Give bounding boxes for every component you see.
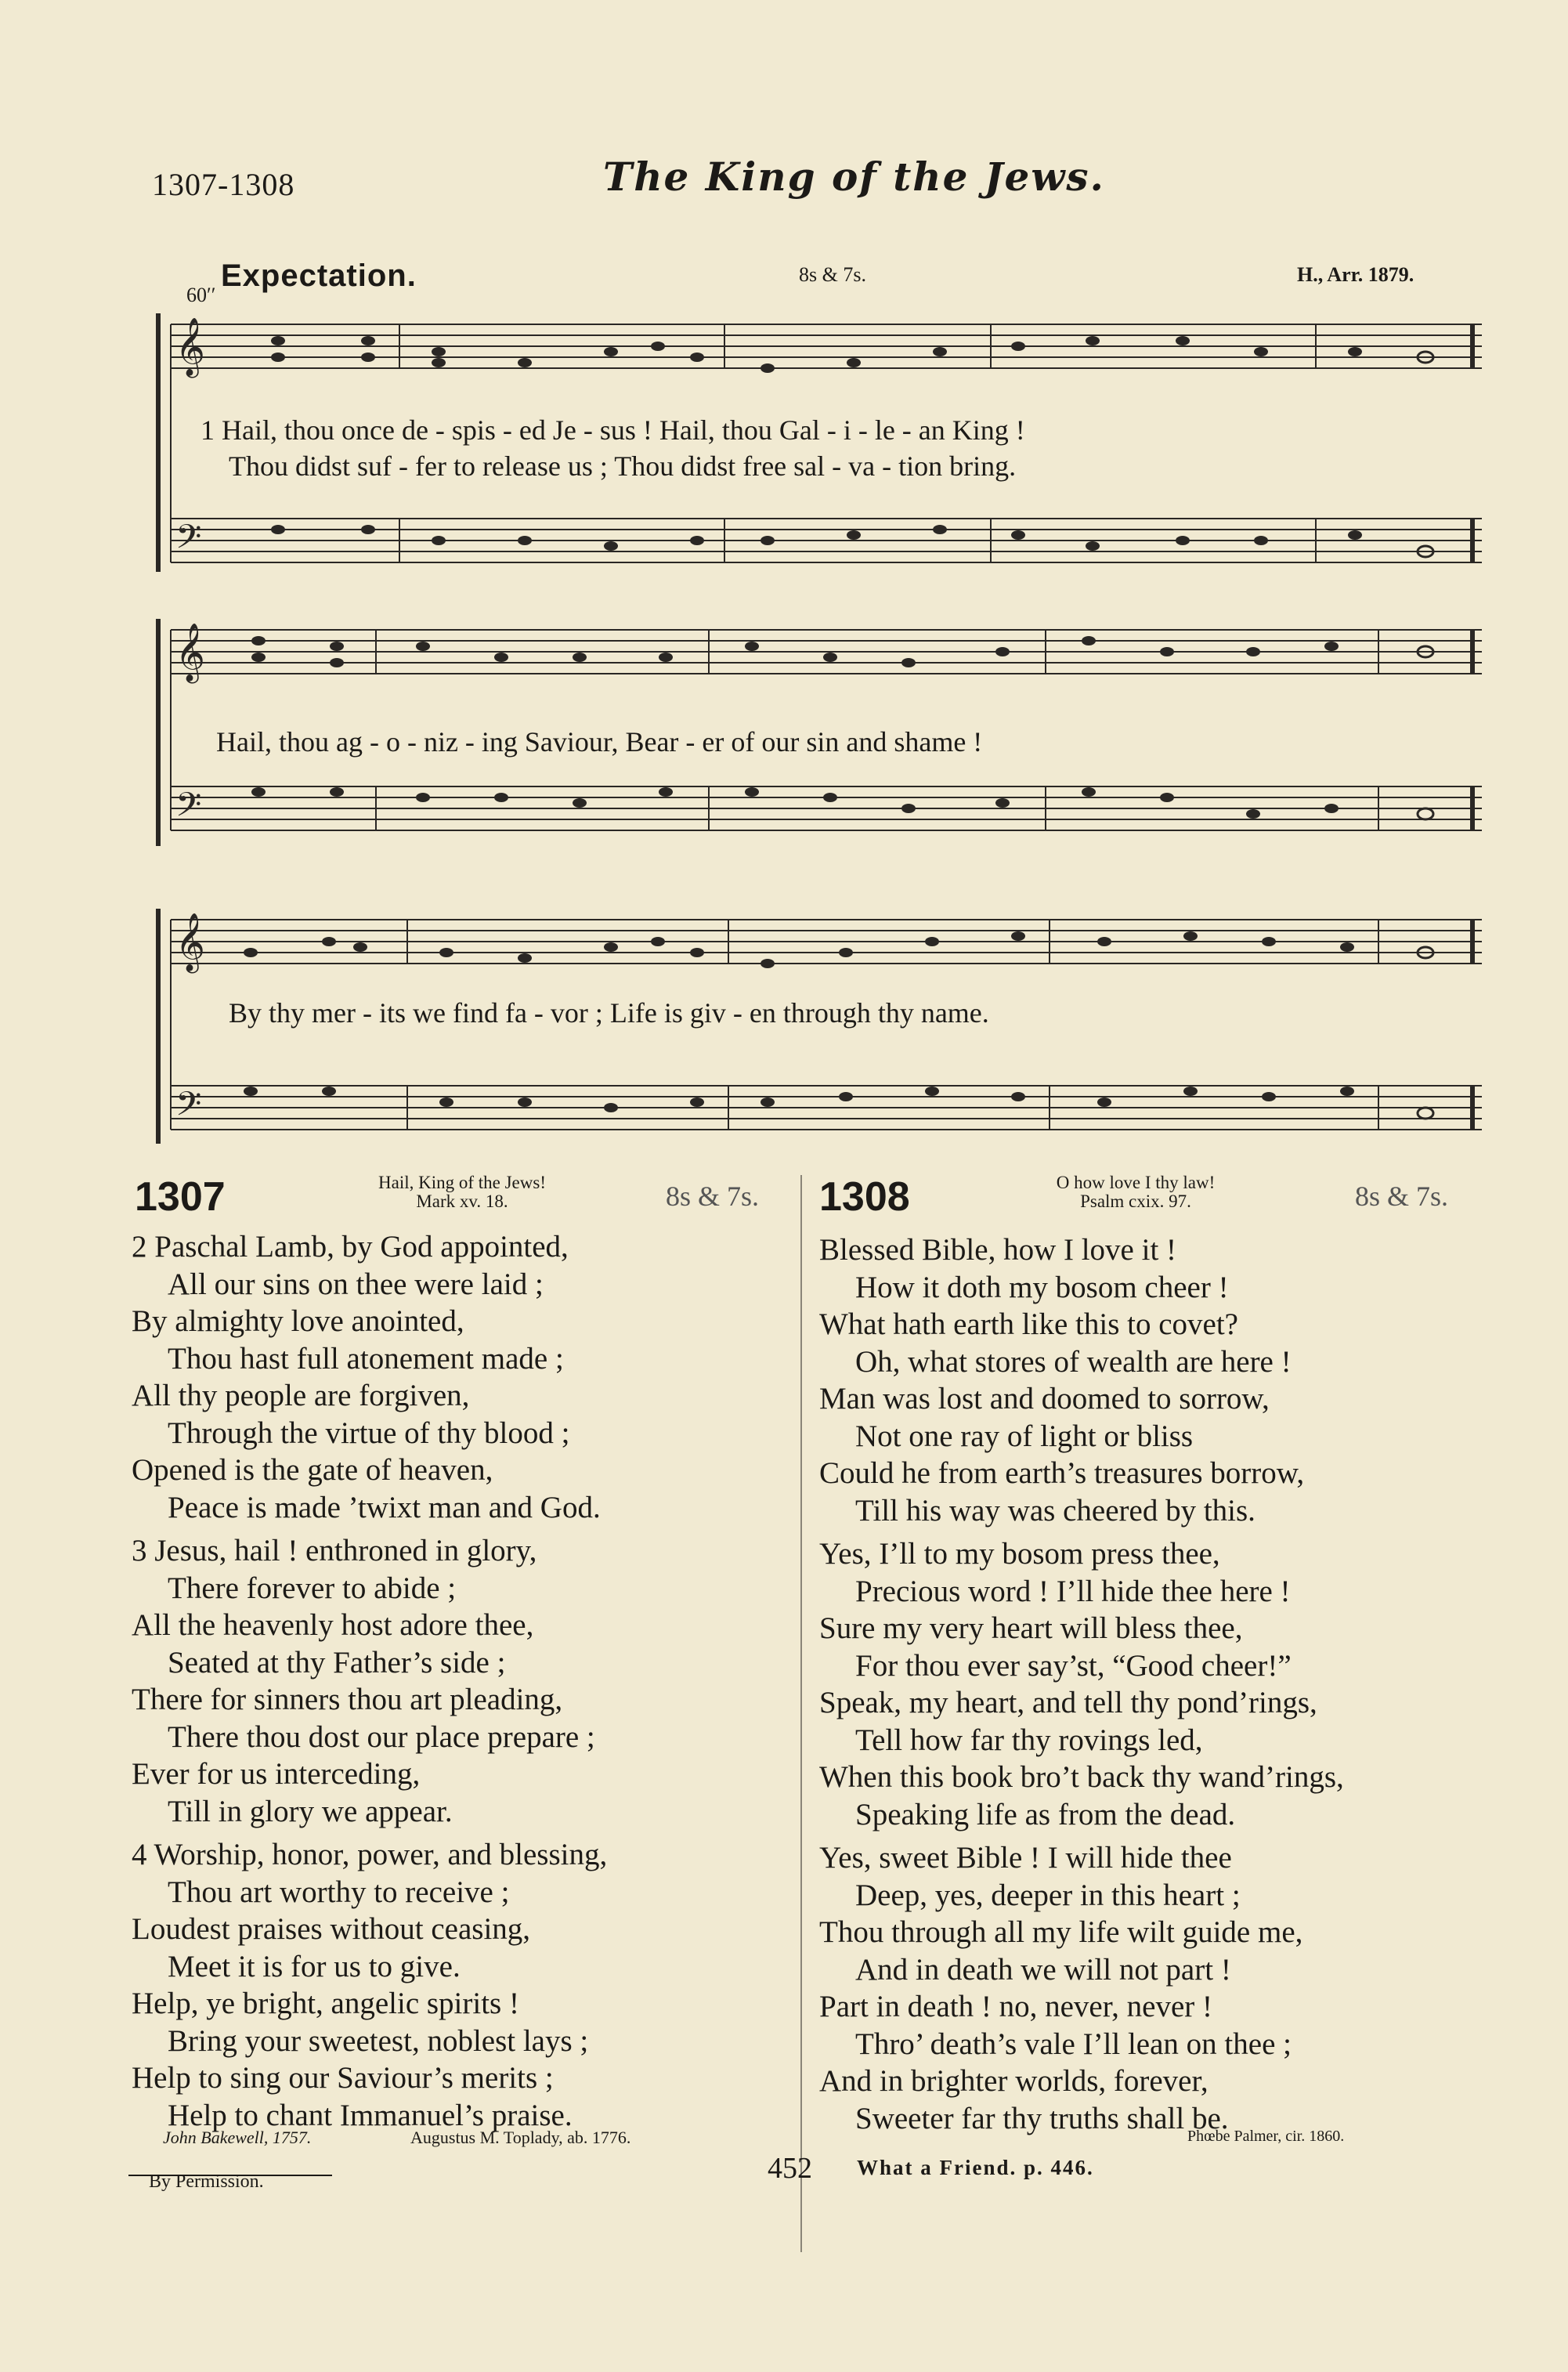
stanza-line: Opened is the gate of heaven, xyxy=(132,1453,493,1487)
stanza-line: Thou hast full atonement made ; xyxy=(168,1341,564,1376)
stanza-line: There for sinners thou art pleading, xyxy=(132,1683,563,1716)
stanza-line: Not one ray of light or bliss xyxy=(855,1419,1194,1453)
stanza-line: Precious word ! I’ll hide thee here ! xyxy=(855,1574,1291,1608)
stanza-line: Oh, what stores of wealth are here ! xyxy=(855,1344,1292,1379)
stanza-line: And in brighter worlds, forever, xyxy=(819,2064,1209,2098)
stanza-line: Bring your sweetest, noblest lays ; xyxy=(168,2023,589,2058)
stanza-line: Till in glory we appear. xyxy=(168,1794,453,1828)
stanza-line: 3 Jesus, hail ! enthroned in glory, xyxy=(132,1534,537,1567)
stanza-line: 2 Paschal Lamb, by God appointed, xyxy=(132,1230,569,1264)
hymn-1308-subtitle-title: O how love I thy law! xyxy=(1056,1173,1216,1192)
hymn-range: 1307-1308 xyxy=(152,167,295,202)
stanza-line: When this book bro’t back thy wand’rings, xyxy=(819,1760,1344,1794)
stanza-line: There forever to abide ; xyxy=(168,1571,457,1605)
stanza-line: Seated at thy Father’s side ; xyxy=(168,1645,506,1680)
svg-text:𝄞: 𝄞 xyxy=(175,318,205,376)
stanza-line: And in death we will not part ! xyxy=(855,1952,1231,1987)
permission-note: By Permission. xyxy=(149,2171,264,2192)
stanza-line: Help to sing our Saviour’s merits ; xyxy=(132,2061,554,2095)
stanza-line: How it doth my bosom cheer ! xyxy=(855,1270,1229,1304)
svg-text:𝄞: 𝄞 xyxy=(175,624,205,682)
stanza-line: There thou dost our place prepare ; xyxy=(168,1719,595,1754)
stanza-line: Sure my very heart will bless thee, xyxy=(819,1611,1243,1645)
column-divider xyxy=(800,1175,802,2252)
stanza-line: Thou through all my life wilt guide me, xyxy=(819,1915,1303,1949)
stanza-line: For thou ever say’st, “Good cheer!” xyxy=(855,1648,1292,1683)
hymn-1308-subtitle xyxy=(995,1173,1277,1211)
stanza-line: Yes, sweet Bible ! I will hide thee xyxy=(819,1841,1232,1875)
svg-text:𝄢: 𝄢 xyxy=(175,786,202,833)
stanza-line: Help to chant Immanuel’s praise. xyxy=(168,2098,573,2132)
stanza-line: All thy people are forgiven, xyxy=(132,1379,470,1412)
svg-text:𝄢: 𝄢 xyxy=(175,1085,202,1132)
stanza-line: 4 Worship, honor, power, and blessing, xyxy=(132,1838,608,1871)
tempo-mark: 60′′ xyxy=(186,284,216,306)
stanza-line: Meet it is for us to give. xyxy=(168,1949,461,1983)
hymn-1307-meter: 8s & 7s. xyxy=(666,1181,760,1212)
tune-arranger: H., Arr. 1879. xyxy=(1297,263,1414,286)
stanza-line: Deep, yes, deeper in this heart ; xyxy=(855,1878,1241,1912)
stanza-line: Thro’ death’s vale I’ll lean on thee ; xyxy=(855,2027,1292,2061)
svg-text:𝄢: 𝄢 xyxy=(175,518,202,565)
page-number: 452 xyxy=(768,2152,812,2185)
stanza-line: Loudest praises without ceasing, xyxy=(132,1912,531,1946)
hymn-1308-scripture: Psalm cxix. 97. xyxy=(1080,1191,1191,1211)
stanza-line: All our sins on thee were laid ; xyxy=(168,1267,544,1301)
lyric-system1-line1: 1 Hail, thou once de - spis - ed Je - sus ! Hail, thou Gal - i - le - an King ! xyxy=(201,414,1025,446)
stanza-line: Sweeter far thy truths shall be. xyxy=(855,2101,1229,2135)
stanza-line: Speaking life as from the dead. xyxy=(855,1797,1236,1831)
stanza-line: Peace is made ’twixt man and God. xyxy=(168,1490,601,1524)
stanza-line: Ever for us interceding, xyxy=(132,1757,421,1791)
hymn-1308-number: 1308 xyxy=(819,1174,910,1220)
stanza-line: Blessed Bible, how I love it ! xyxy=(819,1233,1177,1267)
stanza-line: Tell how far thy rovings led, xyxy=(855,1723,1203,1757)
svg-text:𝄞: 𝄞 xyxy=(175,913,205,971)
hymn-1307-credit-right: Augustus M. Toplady, ab. 1776. xyxy=(410,2128,631,2147)
hymn-1307-subtitle-title: Hail, King of the Jews! xyxy=(378,1173,546,1192)
stanza-line: Thou art worthy to receive ; xyxy=(168,1875,510,1909)
stanza-line: All the heavenly host adore thee, xyxy=(132,1608,534,1642)
hymn-1307-number: 1307 xyxy=(135,1174,226,1220)
stanza-line: Till his way was cheered by this. xyxy=(855,1493,1255,1528)
stanza-line: Part in death ! no, never, never ! xyxy=(819,1990,1212,2023)
lyric-system3-line1: By thy mer - its we find fa - vor ; Life is giv - en through thy name. xyxy=(229,997,989,1029)
stanza-line: Yes, I’ll to my bosom press thee, xyxy=(819,1537,1220,1571)
hymn-1307-scripture: Mark xv. 18. xyxy=(416,1191,508,1211)
stanza-line: What hath earth like this to covet? xyxy=(819,1307,1238,1341)
stanza-line: Could he from earth’s treasures borrow, xyxy=(819,1456,1305,1490)
stanza-line: Help, ye bright, angelic spirits ! xyxy=(132,1987,519,2020)
tune-meter: 8s & 7s. xyxy=(799,263,866,286)
hymn-1308-text xyxy=(819,1231,1344,2137)
hymn-1307-credit-left: John Bakewell, 1757. xyxy=(163,2128,312,2147)
running-title: The King of the Jews. xyxy=(603,154,1105,200)
stanza-line: Through the virtue of thy blood ; xyxy=(168,1416,570,1450)
tune-reference: What a Friend. p. 446. xyxy=(857,2156,1094,2179)
stanza-line: By almighty love anointed, xyxy=(132,1304,464,1338)
hymn-1308-credit: Phœbe Palmer, cir. 1860. xyxy=(1187,2128,1345,2145)
lyric-system1-line2: Thou didst suf - fer to release us ; Thou didst free sal - va - tion bring. xyxy=(229,450,1017,482)
hymn-1307-text xyxy=(132,1228,607,2134)
hymn-1308-meter: 8s & 7s. xyxy=(1355,1181,1449,1212)
stanza-line: Man was lost and doomed to sorrow, xyxy=(819,1382,1270,1416)
stanza-line: Speak, my heart, and tell thy pond’rings, xyxy=(819,1686,1317,1719)
hymn-1307-subtitle xyxy=(313,1173,611,1211)
tune-name: Expectation. xyxy=(221,259,417,293)
lyric-system2-line1: Hail, thou ag - o - niz - ing Saviour, Bear - er of our sin and shame ! xyxy=(216,726,983,758)
